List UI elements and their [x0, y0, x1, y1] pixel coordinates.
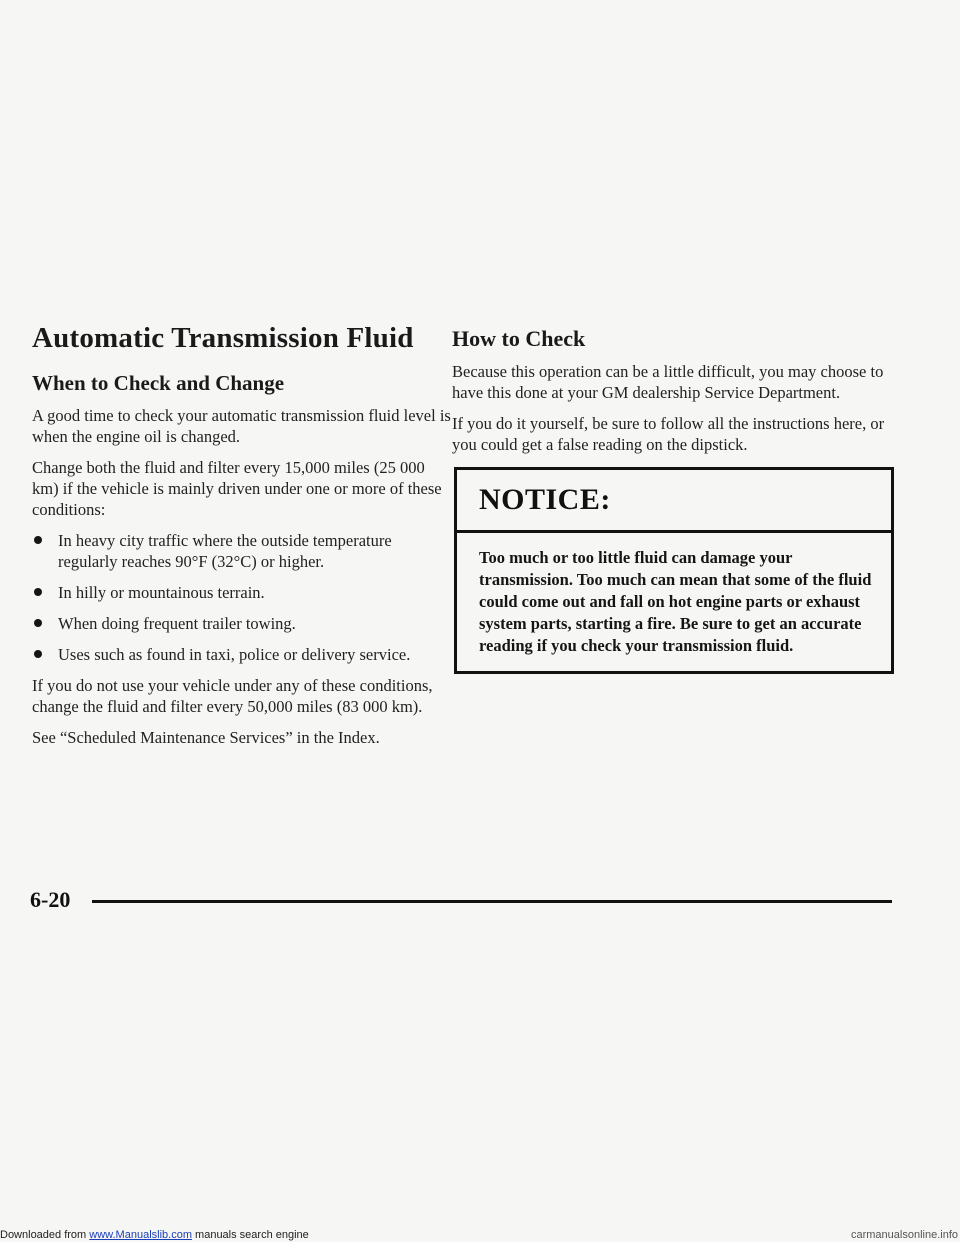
- paragraph-follow-instructions: If you do it yourself, be sure to follow all the instructions here, or you could get a false reading on the dipstick.: [452, 414, 885, 454]
- download-source-bar: [0, 1228, 960, 1242]
- paragraph-operation-difficulty: Because this operation can be a little difficult, you may choose to have this done at your GM dealership Service Department.: [452, 362, 884, 402]
- bullet-icon: [34, 536, 42, 544]
- watermark-text: carmanualsonline.info: [850, 1229, 958, 1241]
- page-number: 6-20: [30, 887, 71, 912]
- list-item: Uses such as found in taxi, police or delivery service.: [32, 644, 452, 665]
- section-heading-when-to-check: When to Check and Change: [32, 371, 285, 395]
- paragraph-change-interval: Change both the fluid and filter every 15,000 miles (25 000 km) if the vehicle is mainly driven under one or more of these conditions:: [32, 458, 442, 519]
- paragraph-see-index: See “Scheduled Maintenance Services” in the Index.: [32, 728, 380, 747]
- right-column: [452, 322, 892, 674]
- download-source-text: Downloaded from www.Manualslib.com manuals search engine: [0, 1229, 309, 1241]
- paragraph-normal-interval: If you do not use your vehicle under any of these conditions, change the fluid and filter every 50,000 miles (83 000 km).: [32, 676, 433, 716]
- bullet-icon: [34, 650, 42, 658]
- footer-rule: [92, 900, 892, 903]
- manualslib-link[interactable]: www.Manualslib.com: [89, 1229, 192, 1241]
- conditions-list: [32, 530, 452, 665]
- section-heading-how-to-check: How to Check: [452, 326, 586, 351]
- list-item: In hilly or mountainous terrain.: [32, 582, 452, 603]
- notice-header: [457, 470, 891, 533]
- bullet-icon: [34, 588, 42, 596]
- list-item: When doing frequent trailer towing.: [32, 613, 452, 634]
- notice-title: NOTICE:: [479, 483, 611, 516]
- list-item: In heavy city traffic where the outside temperature regularly reaches 90°F (32°C) or higher.: [32, 530, 452, 572]
- paragraph-check-timing: A good time to check your automatic transmission fluid level is when the engine oil is changed.: [32, 406, 451, 446]
- left-column: [32, 322, 452, 758]
- page-title: Automatic Transmission Fluid: [32, 322, 414, 354]
- notice-body: Too much or too little fluid can damage your transmission. Too much can mean that some of the fluid could come out and fall on hot engine parts or exhaust system parts, starting a fire. Be sure to get an accurate reading if you check your transmission fluid.: [479, 548, 872, 655]
- notice-box: [454, 467, 894, 674]
- bullet-icon: [34, 619, 42, 627]
- page-footer: [30, 887, 892, 917]
